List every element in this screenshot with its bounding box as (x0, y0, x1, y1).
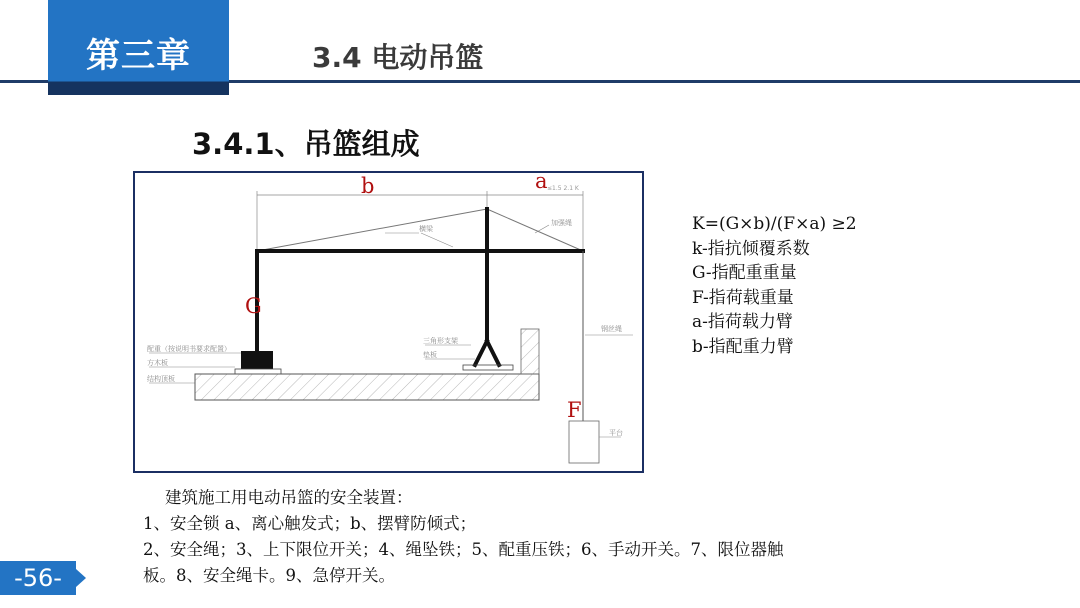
safety-line-2: 2、安全绳；3、上下限位开关；4、绳坠铁；5、配重压铁；6、手动开关。7、限位器触 (143, 540, 784, 559)
formula-block (692, 212, 857, 360)
safety-line-1: 1、安全锁 a、离心触发式；b、摆臂防倾式； (143, 514, 477, 533)
counterweight-label: 配重（按说明书要求配置） (147, 345, 231, 353)
gondola-diagram (133, 171, 644, 473)
chapter-title: 第三章 (86, 36, 191, 76)
tripod-label: 三角形支架 (423, 337, 458, 345)
formula-def-f: F-指荷载重量 (692, 287, 794, 308)
formula-line: K=(G×b)/(F×a) ≥2 (692, 214, 857, 234)
label-a: a (535, 173, 548, 193)
formula-def-b: b-指配重力臂 (692, 336, 794, 357)
rope-label: 钢丝绳 (601, 325, 622, 333)
formula-def-k: k-指抗倾覆系数 (692, 238, 810, 259)
label-f: F (567, 398, 582, 422)
safety-intro: 建筑施工用电动吊篮的安全装置： (165, 488, 413, 507)
page-number: -56- (14, 564, 62, 592)
svg-text:≤1.5 2.1 K: ≤1.5 2.1 K (547, 185, 579, 192)
safety-line-3: 板。8、安全绳卡。9、急停开关。 (143, 566, 395, 585)
subsection-title: 3.4.1、吊篮组成 (192, 127, 420, 161)
gondola-diagram-svg (135, 173, 642, 471)
formula-def-a: a-指荷载力臂 (692, 312, 793, 333)
block-label: 方木板 (147, 359, 168, 367)
pad-label: 垫板 (423, 351, 437, 359)
label-g: G (245, 294, 262, 318)
beam-label: 横梁 (419, 225, 433, 233)
label-b: b (361, 174, 375, 198)
formula-def-g: G-指配重重量 (692, 263, 797, 284)
page-arrow-icon (76, 569, 86, 587)
reinforce-label: 加强绳 (551, 219, 572, 227)
section-title: 3.4 电动吊篮 (312, 41, 484, 74)
safety-devices-text (143, 485, 784, 589)
slab-label: 结构顶板 (147, 375, 175, 383)
platform-label: 平台 (609, 429, 623, 437)
